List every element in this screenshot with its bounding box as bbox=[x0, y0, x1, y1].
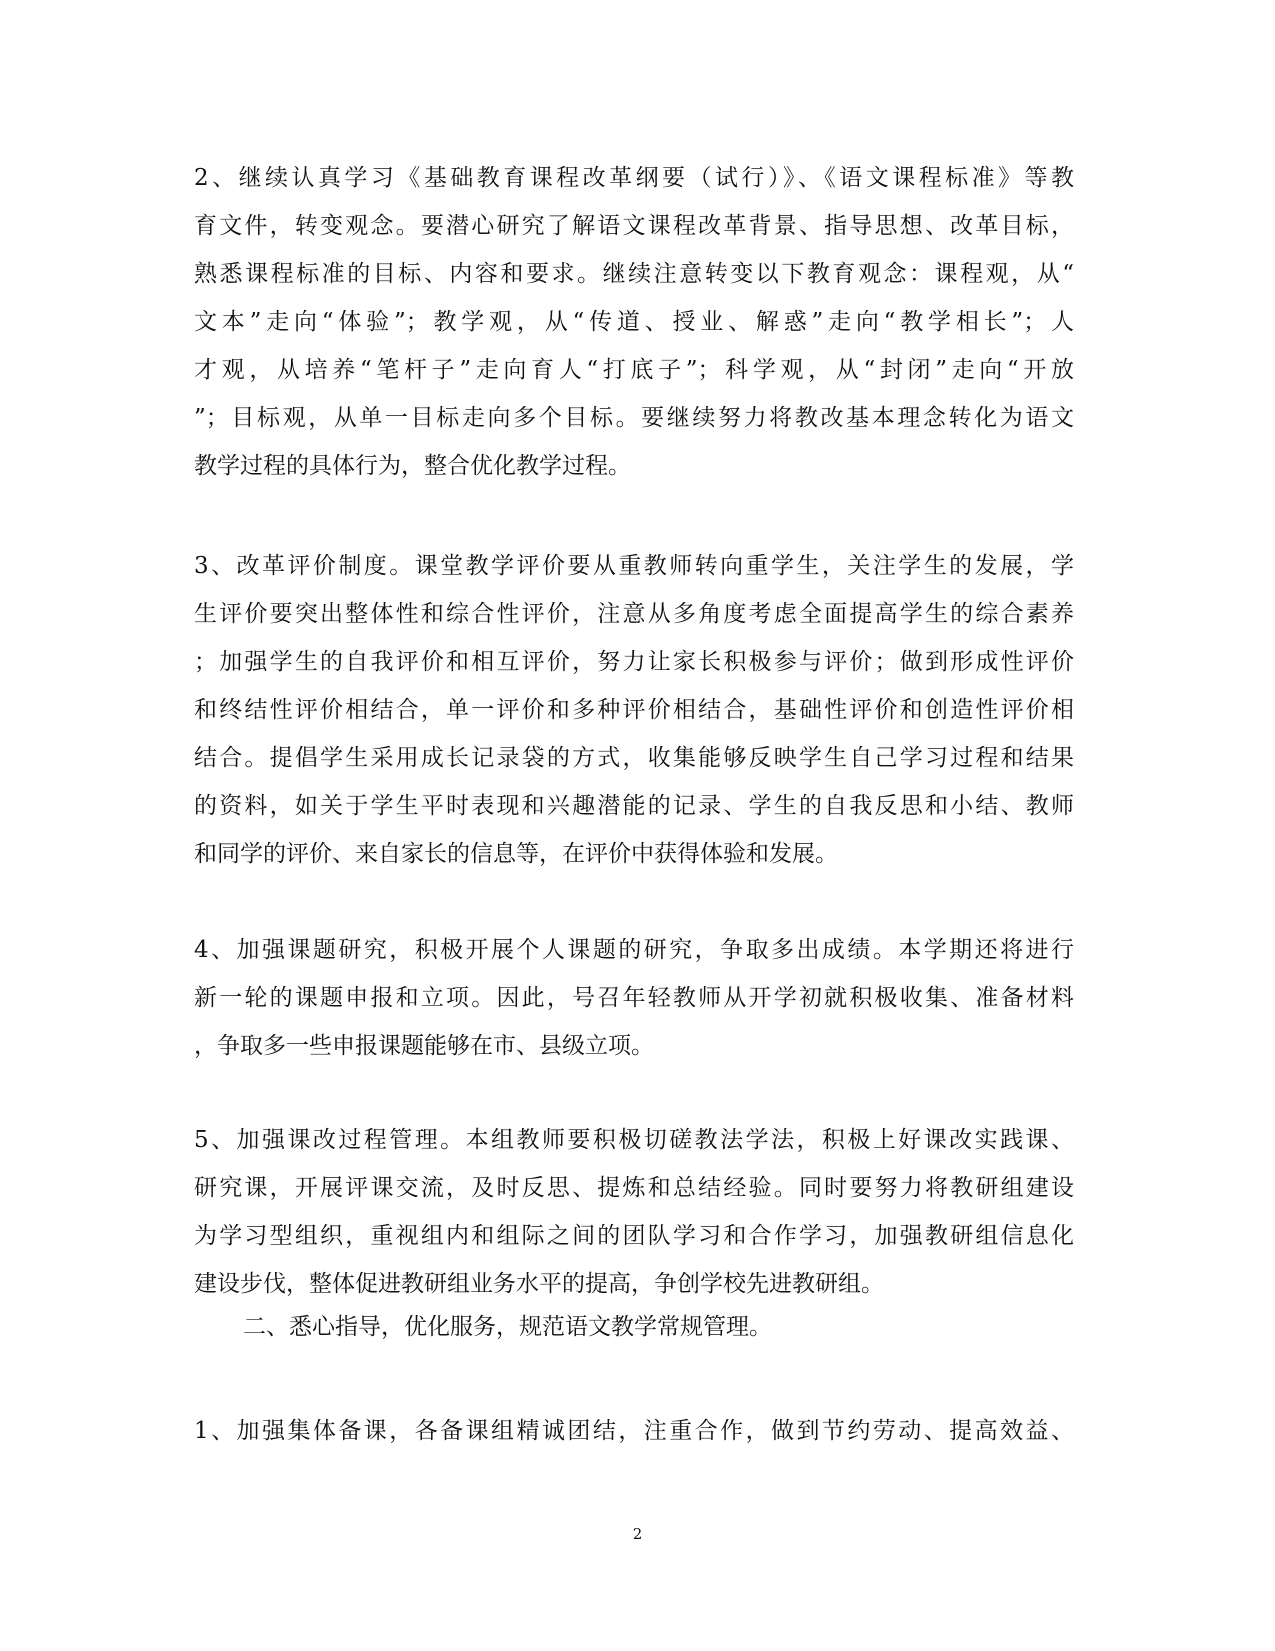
paragraph-2 bbox=[194, 154, 1074, 490]
text-line: 文本”走向“体验”；教学观，从“传道、授业、解惑”走向“教学相长”；人 bbox=[194, 309, 1074, 335]
text-line: 教学过程的具体行为，整合优化教学过程。 bbox=[194, 453, 631, 479]
text-line: 的资料，如关于学生平时表现和兴趣潜能的记录、学生的自我反思和小结、教师 bbox=[194, 793, 1074, 819]
text-line: 5、加强课改过程管理。本组教师要积极切磋教法学法，积极上好课改实践课、 bbox=[194, 1127, 1074, 1153]
text-line: ，争取多一些申报课题能够在市、县级立项。 bbox=[194, 1033, 654, 1059]
text-line: 为学习型组织，重视组内和组际之间的团队学习和合作学习，加强教研组信息化 bbox=[194, 1223, 1074, 1249]
text-line: ；加强学生的自我评价和相互评价，努力让家长积极参与评价；做到形成性评价 bbox=[194, 649, 1074, 675]
paragraph-5 bbox=[194, 1116, 1074, 1308]
text-line: 研究课，开展评课交流，及时反思、提炼和总结经验。同时要努力将教研组建设 bbox=[194, 1175, 1074, 1201]
text-line: 结合。提倡学生采用成长记录袋的方式，收集能够反映学生自己学习过程和结果 bbox=[194, 745, 1074, 771]
text-line: 才观，从培养“笔杆子”走向育人“打底子”；科学观，从“封闭”走向“开放 bbox=[194, 357, 1074, 383]
text-line: 3、改革评价制度。课堂教学评价要从重教师转向重学生，关注学生的发展，学 bbox=[194, 553, 1074, 579]
paragraph-3 bbox=[194, 542, 1074, 878]
text-line: 生评价要突出整体性和综合性评价，注意从多角度考虑全面提高学生的综合素养 bbox=[194, 601, 1074, 627]
text-line: 4、加强课题研究，积极开展个人课题的研究，争取多出成绩。本学期还将进行 bbox=[194, 937, 1074, 963]
text-line: 2、继续认真学习《基础教育课程改革纲要（试行）》、《语文课程标准》等教 bbox=[194, 165, 1074, 191]
page-number: 2 bbox=[632, 1525, 643, 1543]
text-line: 1、加强集体备课，各备课组精诚团结，注重合作，做到节约劳动、提高效益、 bbox=[194, 1418, 1074, 1444]
text-line: 建设步伐，整体促进教研组业务水平的提高，争创学校先进教研组。 bbox=[194, 1271, 884, 1297]
text-line: ”；目标观，从单一目标走向多个目标。要继续努力将教改基本理念转化为语文 bbox=[194, 405, 1074, 431]
text-line: 新一轮的课题申报和立项。因此，号召年轻教师从开学初就积极收集、准备材料 bbox=[194, 985, 1074, 1011]
section-heading: 二、悉心指导，优化服务，规范语文教学常规管理。 bbox=[243, 1314, 772, 1340]
paragraph-section2-1 bbox=[194, 1407, 1074, 1455]
paragraph-4 bbox=[194, 926, 1074, 1070]
text-line: 育文件，转变观念。要潜心研究了解语文课程改革背景、指导思想、改革目标， bbox=[194, 213, 1074, 239]
text-line: 熟悉课程标准的目标、内容和要求。继续注意转变以下教育观念：课程观，从“ bbox=[194, 261, 1074, 287]
text-line: 和终结性评价相结合，单一评价和多种评价相结合，基础性评价和创造性评价相 bbox=[194, 697, 1074, 723]
text-line: 和同学的评价、来自家长的信息等，在评价中获得体验和发展。 bbox=[194, 841, 838, 867]
